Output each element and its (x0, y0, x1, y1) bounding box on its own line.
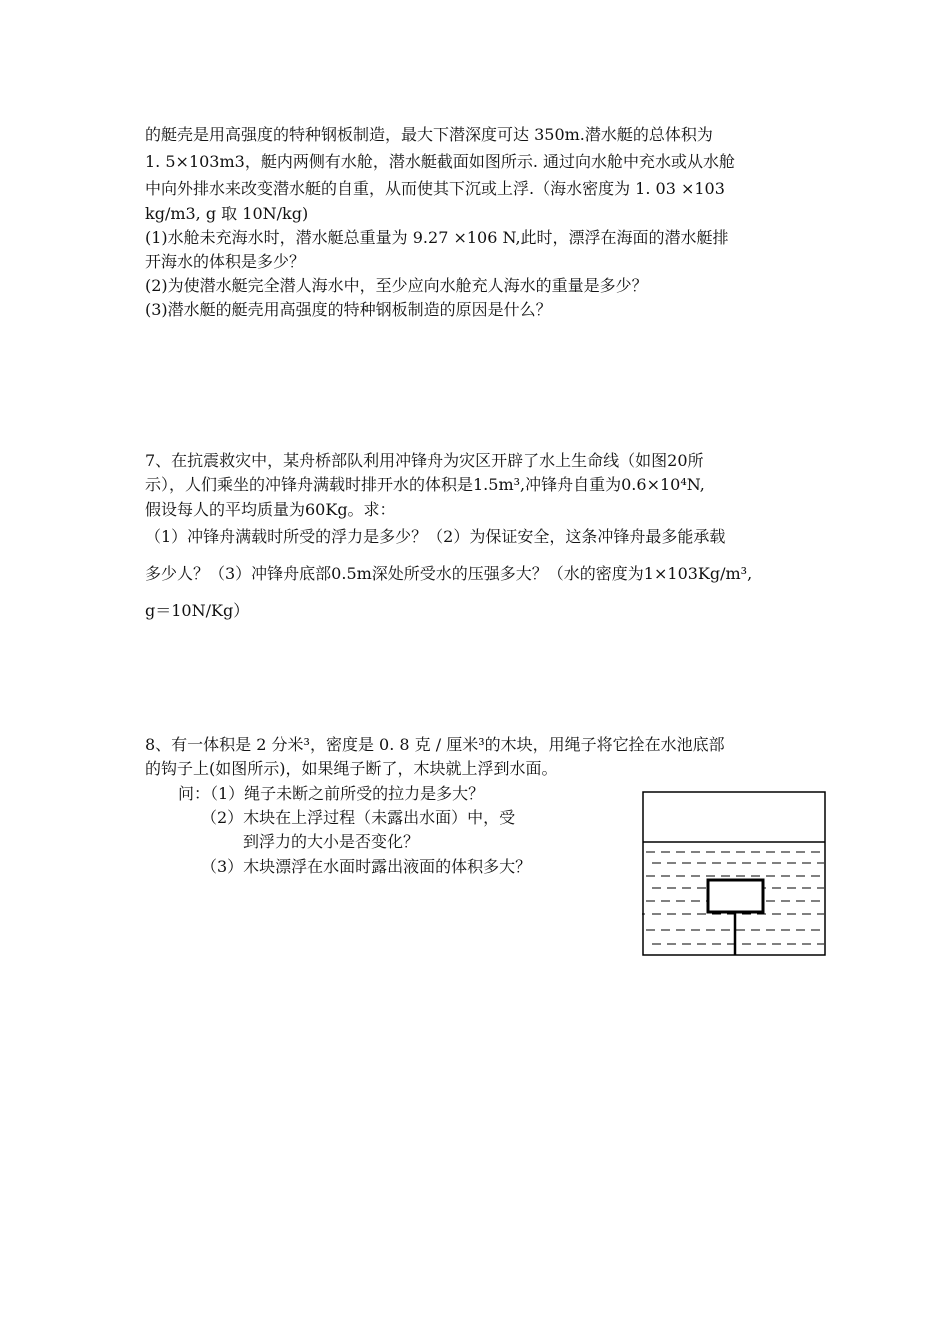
problem-7-line: 示），人们乘坐的冲锋舟满载时排开水的体积是1.5m³,冲锋舟自重为0.6×10⁴N, (145, 475, 705, 494)
problem-6-line: 的艇壳是用高强度的特种钢板制造，最大下潜深度可达 350m.潜水艇的总体积为 (145, 125, 713, 144)
problem-6-line: 开海水的体积是多少？ (145, 252, 306, 271)
problem-7-line: （1）冲锋舟满载时所受的浮力是多少？（2）为保证安全，这条冲锋舟最多能承载 (145, 527, 726, 546)
problem-8-question-1: 问：（1）绳子未断之前所受的拉力是多大？ (178, 784, 485, 803)
problem-7-line: 多少人？（3）冲锋舟底部0.5m深处所受水的压强多大？（水的密度为1×103Kg/m³, (145, 564, 753, 583)
tank-figure (642, 791, 826, 957)
tank-diagram (642, 791, 826, 957)
problem-8-question-2: （2）木块在上浮过程（未露出水面）中，受 (201, 808, 516, 827)
problem-8-question-2-cont: 到浮力的大小是否变化？ (243, 832, 420, 851)
problem-8-line: 8、有一体积是 2 分米³，密度是 0. 8 克 / 厘米³的木块，用绳子将它拴在水池底部 (145, 735, 725, 754)
problem-6-question-1: (1)水舱未充海水时，潜水艇总重量为 9.27 ×106 N,此时，漂浮在海面的潜水艇排 (145, 228, 729, 247)
problem-6-line: kg/m3, g 取 10N/kg) (145, 204, 309, 223)
problem-7-line: 7、在抗震救灾中，某舟桥部队利用冲锋舟为灾区开辟了水上生命线（如图20所 (145, 451, 704, 470)
wood-block (708, 880, 763, 912)
problem-7-line: 假设每人的平均质量为60Kg。求： (145, 500, 396, 519)
problem-6-line: 1. 5×103m3，艇内两侧有水舱，潜水艇截面如图所示. 通过向水舱中充水或从水舱 (145, 152, 736, 171)
problem-8-line: 的钩子上(如图所示)，如果绳子断了，木块就上浮到水面。 (145, 759, 558, 778)
problem-7-line: g＝10N/Kg） (145, 601, 250, 620)
problem-6-line: 中向外排水来改变潜水艇的自重，从而使其下沉或上浮.（海水密度为 1. 03 ×103 (145, 179, 725, 198)
problem-6-question-3: (3)潜水艇的艇壳用高强度的特种钢板制造的原因是什么？ (145, 300, 552, 319)
problem-6-question-2: (2)为使潜水艇完全潜人海水中，至少应向水舱充人海水的重量是多少？ (145, 276, 648, 295)
problem-8-question-3: （3）木块漂浮在水面时露出液面的体积多大？ (201, 857, 532, 876)
